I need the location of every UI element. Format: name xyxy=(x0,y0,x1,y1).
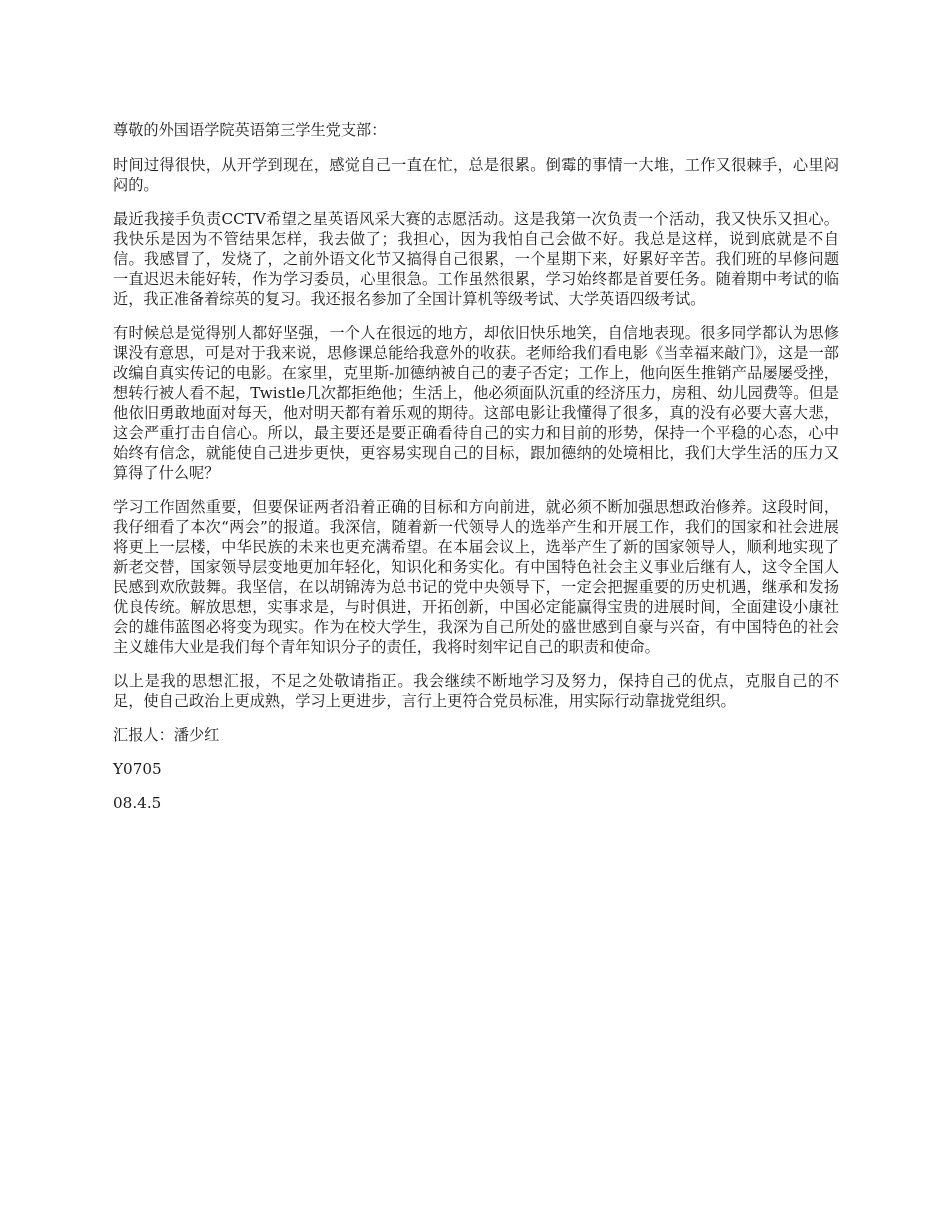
paragraph-5: 以上是我的思想汇报，不足之处敬请指正。我会继续不断地学习及努力，保持自己的优点，克服自己的不足，使自己政治上更成熟，学习上更进步，言行上更符合党员标准，用实际行动靠拢党组织。 xyxy=(113,672,839,710)
paragraph-3: 有时候总是觉得别人都好坚强，一个人在很远的地方，却依旧快乐地笑，自信地表现。很多同学都认为思修课没有意思，可是对于我来说，思修课总能给我意外的收获。老师给我们看电影《当幸福来敲门》，这是一部改编自真实传记的电影。在家里，克里斯-加德纳被自己的妻子否定；工作上，他向医生推销产品屡屡受挫，想转行被人看不起，Twistle几次都拒绝他；生活上，他必须面队沉重的经济压力，房租、幼儿园费等。但是他依旧勇敢地面对每天，他对明天都有着乐观的期待。这部电影让我懂得了很多，真的没有必要大喜大悲，这会严重打击自信心。所以，最主要还是要正确看待自己的实力和目前的形势，保持一个平稳的心态，心中始终有信念，就能使自己进步更快，更容易实现自己的目标，跟加德纳的处境相比，我们大学生活的压力又算得了什么呢？ xyxy=(113,324,839,482)
paragraph-1: 时间过得很快，从开学到现在，感觉自己一直在忙，总是很累。倒霉的事情一大堆，工作又很棘手，心里闷闷的。 xyxy=(113,156,839,194)
letter-document xyxy=(113,120,839,827)
paragraph-2: 最近我接手负责CCTV希望之星英语风采大赛的志愿活动。这是我第一次负责一个活动，我又快乐又担心。我快乐是因为不管结果怎样，我去做了；我担心，因为我怕自己会做不好。我总是这样，说到底就是不自信。我感冒了，发烧了，之前外语文化节又搞得自己很累，一个星期下来，好累好辛苦。我们班的早修问题一直迟迟未能好转，作为学习委员，心里很急。工作虽然很累，学习始终都是首要任务。随着期中考试的临近，我正准备着综英的复习。我还报名参加了全国计算机等级考试、大学英语四级考试。 xyxy=(113,210,839,308)
reporter-id: Y0705 xyxy=(113,760,162,778)
salutation: 尊敬的外国语学院英语第三学生党支部： xyxy=(113,121,387,139)
paragraph-4: 学习工作固然重要，但要保证两者沿着正确的目标和方向前进，就必须不断加强思想政治修养。这段时间，我仔细看了本次“两会”的报道。我深信，随着新一代领导人的选举产生和开展工作，我们的国家和社会进展将更上一层楼，中华民族的未来也更充满希望。在本届会议上，选举产生了新的国家领导人，顺利地实现了新老交替，国家领导层变地更加年轻化，知识化和务实化。有中国特色社会主义事业后继有人，这令全国人民感到欢欣鼓舞。我坚信，在以胡锦涛为总书记的党中央领导下，一定会把握重要的历史机遇，继承和发扬优良传统。解放思想，实事求是，与时俱进，开拓创新，中国必定能赢得宝贵的进展时间，全面建设小康社会的雄伟蓝图必将变为现实。作为在校大学生，我深为自己所处的盛世感到自豪与兴奋，有中国特色的社会主义雄伟大业是我们每个青年知识分子的责任，我将时刻牢记自己的职责和使命。 xyxy=(113,498,839,656)
reporter-line: 汇报人：潘少红 xyxy=(113,726,220,744)
report-date: 08.4.5 xyxy=(113,794,162,812)
